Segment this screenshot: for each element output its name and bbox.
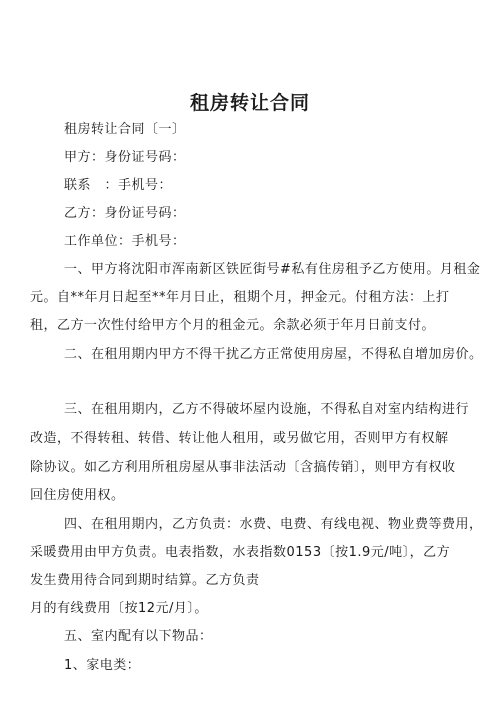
party-b-line: 乙方：身份证号码： <box>64 206 186 221</box>
clause-4-line-4: 月的有线费用〔按12元/月〕。 <box>30 601 208 616</box>
appliances-heading: 1、家电类： <box>64 658 141 673</box>
clause-4-line-3: 发生费用待合同到期时结算。乙方负责 <box>30 573 260 588</box>
clause-4-line-2: 采暖费用由甲方负责。电表指数，水表指数0153〔按1.9元/吨〕，乙方 <box>30 545 451 560</box>
subtitle-line: 租房转让合同〔一〕 <box>64 122 186 137</box>
clause-3-line-2: 改造，不得转租、转借、转让他人租用，或另做它用，否则甲方有权解 <box>30 431 449 446</box>
document-title: 租房转让合同 <box>189 92 310 114</box>
clause-1-line-1: 一、甲方将沈阳市浑南新区铁匠街号#私有住房租予乙方使用。月租金 <box>64 262 481 277</box>
clause-3-line-4: 回住房使用权。 <box>30 488 125 503</box>
clause-3-line-3: 除协议。如乙方利用所租房屋从事非法活动〔含搞传销〕，则甲方有权收 <box>30 460 456 475</box>
party-a-line: 甲方：身份证号码： <box>64 150 186 165</box>
clause-5-line-1: 五、室内配有以下物品： <box>64 629 213 644</box>
clause-1-line-2: 元。自**年月日起至**年月日止，租期个月，押金元。付租方法：上打 <box>30 290 450 305</box>
clause-3-line-1: 三、在租用期内，乙方不得破坏屋内设施，不得私自对室内结构进行 <box>64 402 470 417</box>
workplace-line: 工作单位：手机号： <box>64 234 186 249</box>
clause-1-line-3: 租，乙方一次性付给甲方个月的租金元。余款必须于年月日前支付。 <box>30 318 436 333</box>
contact-line: 联系 ：手机号： <box>64 178 173 193</box>
clause-4-line-1: 四、在租用期内，乙方负责：水费、电费、有线电视、物业费等费用， <box>64 517 483 532</box>
clause-2-line-1: 二、在租用期内甲方不得干扰乙方正常使用房屋，不得私自增加房价。 <box>64 347 483 362</box>
